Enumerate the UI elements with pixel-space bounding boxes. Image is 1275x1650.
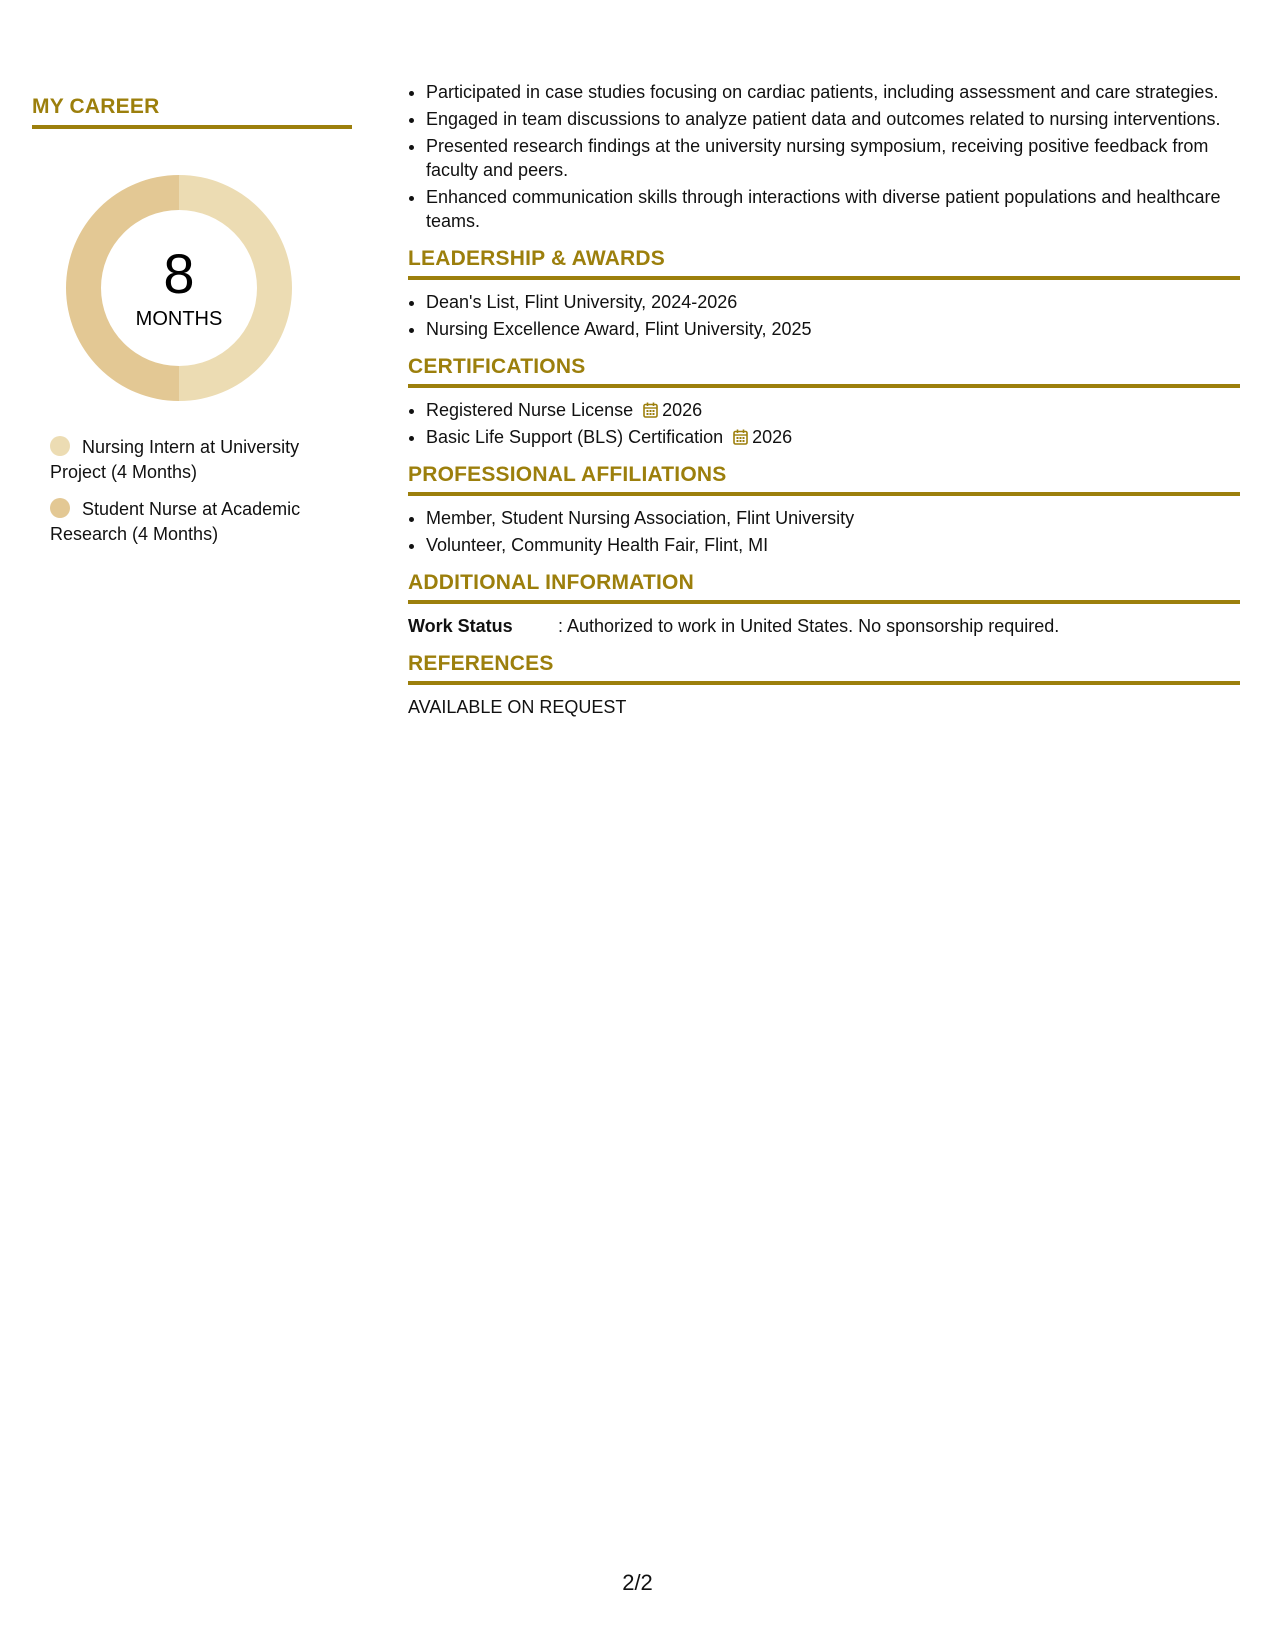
affiliations-section <box>408 463 1240 557</box>
cert-name: Registered Nurse License <box>426 400 634 420</box>
legend-item-intern <box>50 435 330 485</box>
legend-dot-student <box>50 498 70 518</box>
experience-bullets <box>408 80 1240 233</box>
work-status-label: Work Status <box>408 616 513 636</box>
certifications-heading: CERTIFICATIONS <box>408 355 1240 388</box>
career-legend <box>50 435 330 547</box>
list-item: • Volunteer, Community Health Fair, Flint, MI <box>426 533 1240 557</box>
legend-label-student: Student Nurse at Academic Research (4 Months) <box>50 499 301 544</box>
career-donut-chart <box>66 175 292 401</box>
work-status-row <box>408 614 1240 638</box>
legend-item-student <box>50 497 330 547</box>
list-item: • Member, Student Nursing Association, Flint University <box>426 506 1240 530</box>
calendar-icon <box>733 429 748 445</box>
list-item <box>426 398 1240 422</box>
right-column <box>408 80 1240 733</box>
legend-dot-intern <box>50 436 70 456</box>
donut-center <box>66 175 292 401</box>
legend-label-intern: Nursing Intern at University Project (4 Months) <box>50 437 300 482</box>
certifications-list <box>408 398 1240 449</box>
affiliations-heading: PROFESSIONAL AFFILIATIONS <box>408 463 1240 496</box>
experience-section <box>408 80 1240 233</box>
list-item: • Nursing Excellence Award, Flint University, 2025 <box>426 317 1240 341</box>
list-item: • Engaged in team discussions to analyze patient data and outcomes related to nursing interventions. <box>426 107 1240 131</box>
list-item: • Enhanced communication skills through interactions with diverse patient populations and healthcare teams. <box>426 185 1240 233</box>
additional-info-section <box>408 571 1240 638</box>
additional-info-heading: ADDITIONAL INFORMATION <box>408 571 1240 604</box>
career-heading: MY CAREER <box>32 95 352 129</box>
references-section <box>408 652 1240 719</box>
leadership-list <box>408 290 1240 341</box>
references-heading: REFERENCES <box>408 652 1240 685</box>
cert-year: 2026 <box>752 427 793 447</box>
cert-year: 2026 <box>662 400 703 420</box>
total-months-value: 8 <box>163 241 195 305</box>
list-item: • Dean's List, Flint University, 2024-2026 <box>426 290 1240 314</box>
list-item <box>426 425 1240 449</box>
calendar-icon <box>643 402 658 418</box>
page-number: 2/2 <box>622 1570 653 1595</box>
total-months-unit: MONTHS <box>135 307 223 330</box>
left-column <box>32 95 352 559</box>
leadership-heading: LEADERSHIP & AWARDS <box>408 247 1240 280</box>
affiliations-list <box>408 506 1240 557</box>
list-item: • Participated in case studies focusing on cardiac patients, including assessment and care strategies. <box>426 80 1240 104</box>
cert-name: Basic Life Support (BLS) Certification <box>426 427 724 447</box>
certifications-section <box>408 355 1240 449</box>
work-status-value: : Authorized to work in United States. No sponsorship required. <box>558 616 1060 636</box>
leadership-section <box>408 247 1240 341</box>
list-item: • Presented research findings at the university nursing symposium, receiving positive feedback from faculty and peers. <box>426 134 1240 182</box>
references-text: AVAILABLE ON REQUEST <box>408 697 627 717</box>
